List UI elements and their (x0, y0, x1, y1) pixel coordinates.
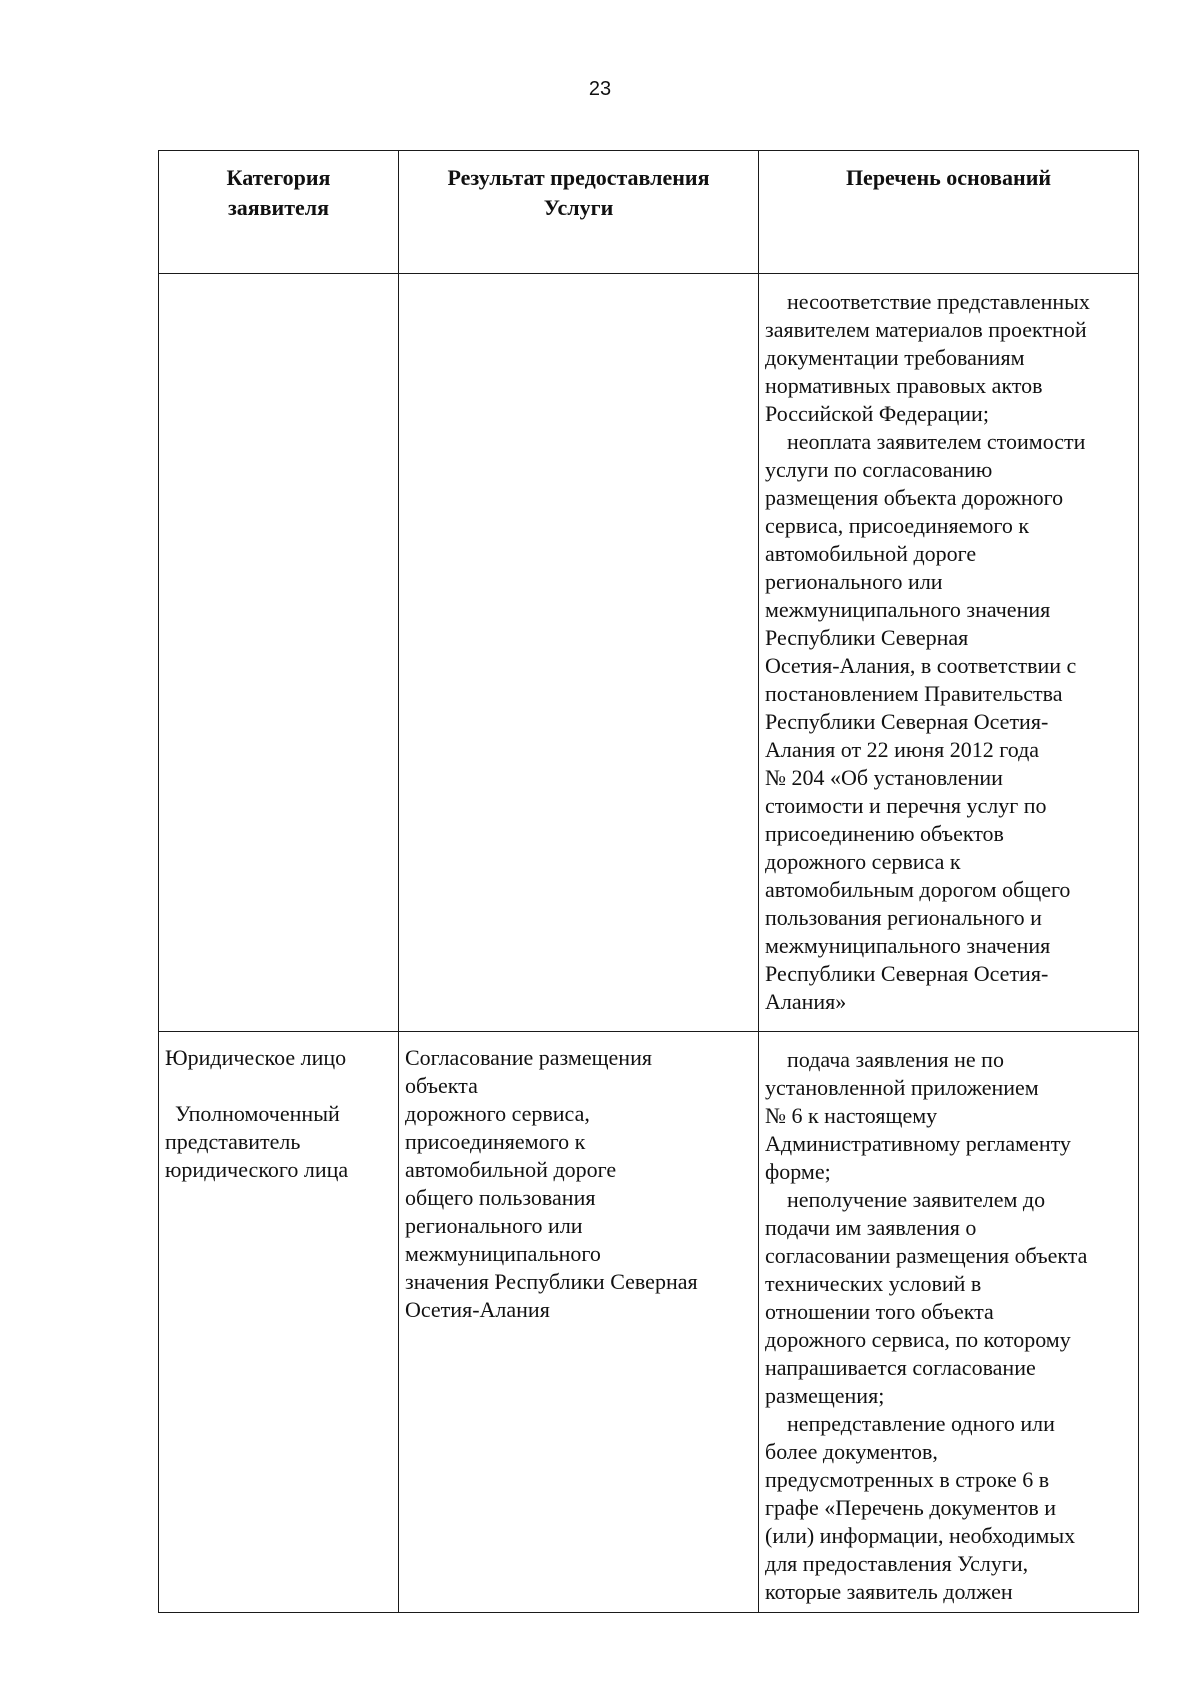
text-line: № 6 к настоящему (765, 1103, 938, 1128)
header-result-line: Услуги (543, 195, 614, 220)
text-line: форме; (765, 1159, 831, 1184)
row1-reasons-text (765, 288, 1134, 1016)
text-line: Российской Федерации; (765, 401, 989, 426)
row2-reasons-text (765, 1046, 1134, 1606)
grounds-table (158, 150, 1139, 1613)
header-reasons (759, 151, 1139, 274)
text-line: Административному регламенту (765, 1131, 1071, 1156)
text-line: документации требованиям (765, 345, 1025, 370)
category-representative-line: Уполномоченный (175, 1101, 340, 1126)
row2-reasons-cell (759, 1032, 1139, 1613)
text-line: подача заявления не по (787, 1047, 1004, 1072)
header-category-line: заявителя (227, 195, 330, 220)
text-line: (или) информации, необходимых (765, 1523, 1076, 1548)
text-line: Республики Северная (765, 625, 969, 650)
row2-category-cell (159, 1032, 399, 1613)
text-line: объекта (405, 1073, 478, 1098)
category-legal-entity: Юридическое лицо (165, 1045, 347, 1070)
text-line: межмуниципального значения (765, 933, 1051, 958)
row2-result-text (405, 1044, 754, 1324)
category-representative-line: юридического лица (165, 1157, 349, 1182)
text-line: межмуниципального (405, 1241, 601, 1266)
text-line: размещения; (765, 1383, 885, 1408)
text-line: регионального или (765, 569, 943, 594)
table-row (159, 1032, 1139, 1613)
row2-result-cell (399, 1032, 759, 1613)
text-line: заявителем материалов проектной (765, 317, 1087, 342)
text-line: присоединению объектов (765, 821, 1004, 846)
text-line: более документов, (765, 1439, 938, 1464)
row1-result-cell (399, 274, 759, 1032)
text-line: дорожного сервиса, (405, 1101, 590, 1126)
text-line: регионального или (405, 1213, 583, 1238)
text-line: автомобильной дороге (765, 541, 977, 566)
text-line: Республики Северная Осетия- (765, 709, 1049, 734)
text-line: нормативных правовых актов (765, 373, 1043, 398)
text-line: технических условий в (765, 1271, 982, 1296)
text-line: Осетия-Алания (405, 1297, 550, 1322)
header-result (399, 151, 759, 274)
text-line: подачи им заявления о (765, 1215, 977, 1240)
text-line: сервиса, присоединяемого к (765, 513, 1030, 538)
text-line: Согласование размещения (405, 1045, 652, 1070)
text-line: Осетия-Алания, в соответствии с (765, 653, 1077, 678)
text-line: Алания» (765, 989, 847, 1014)
text-line: автомобильной дороге (405, 1157, 617, 1182)
text-line: напрашивается согласование (765, 1355, 1036, 1380)
text-line: неполучение заявителем до (787, 1187, 1046, 1212)
header-category-line: Категория (226, 165, 331, 190)
header-result-line: Результат предоставления (447, 165, 710, 190)
text-line: межмуниципального значения (765, 597, 1051, 622)
text-line: присоединяемого к (405, 1129, 586, 1154)
text-line: дорожного сервиса, по которому (765, 1327, 1071, 1352)
text-line: значения Республики Северная (405, 1269, 698, 1294)
text-line: предусмотренных в строке 6 в (765, 1467, 1050, 1492)
text-line: которые заявитель должен (765, 1579, 1013, 1604)
text-line: постановлением Правительства (765, 681, 1063, 706)
text-line: дорожного сервиса к (765, 849, 961, 874)
text-line: Алания от 22 июня 2012 года (765, 737, 1040, 762)
category-representative-line: представитель (165, 1129, 301, 1154)
text-line: согласовании размещения объекта (765, 1243, 1088, 1268)
text-line: автомобильным дорогом общего (765, 877, 1071, 902)
header-reasons-line: Перечень оснований (845, 165, 1052, 190)
text-line: несоответствие представленных (787, 289, 1090, 314)
text-line: услуги по согласованию (765, 457, 993, 482)
text-line: Республики Северная Осетия- (765, 961, 1049, 986)
text-line: общего пользования (405, 1185, 596, 1210)
text-line: стоимости и перечня услуг по (765, 793, 1047, 818)
row1-category-cell (159, 274, 399, 1032)
text-line: установленной приложением (765, 1075, 1039, 1100)
text-line: неоплата заявителем стоимости (787, 429, 1086, 454)
row1-reasons-cell (759, 274, 1139, 1032)
header-category (159, 151, 399, 274)
table-header-row (159, 151, 1139, 274)
text-line: № 204 «Об установлении (765, 765, 1003, 790)
table-row (159, 274, 1139, 1032)
text-line: пользования регионального и (765, 905, 1042, 930)
text-line: графе «Перечень документов и (765, 1495, 1057, 1520)
page-number: 23 (588, 78, 612, 100)
text-line: непредставление одного или (787, 1411, 1055, 1436)
text-line: размещения объекта дорожного (765, 485, 1064, 510)
text-line: отношении того объекта (765, 1299, 994, 1324)
text-line: для предоставления Услуги, (765, 1551, 1029, 1576)
